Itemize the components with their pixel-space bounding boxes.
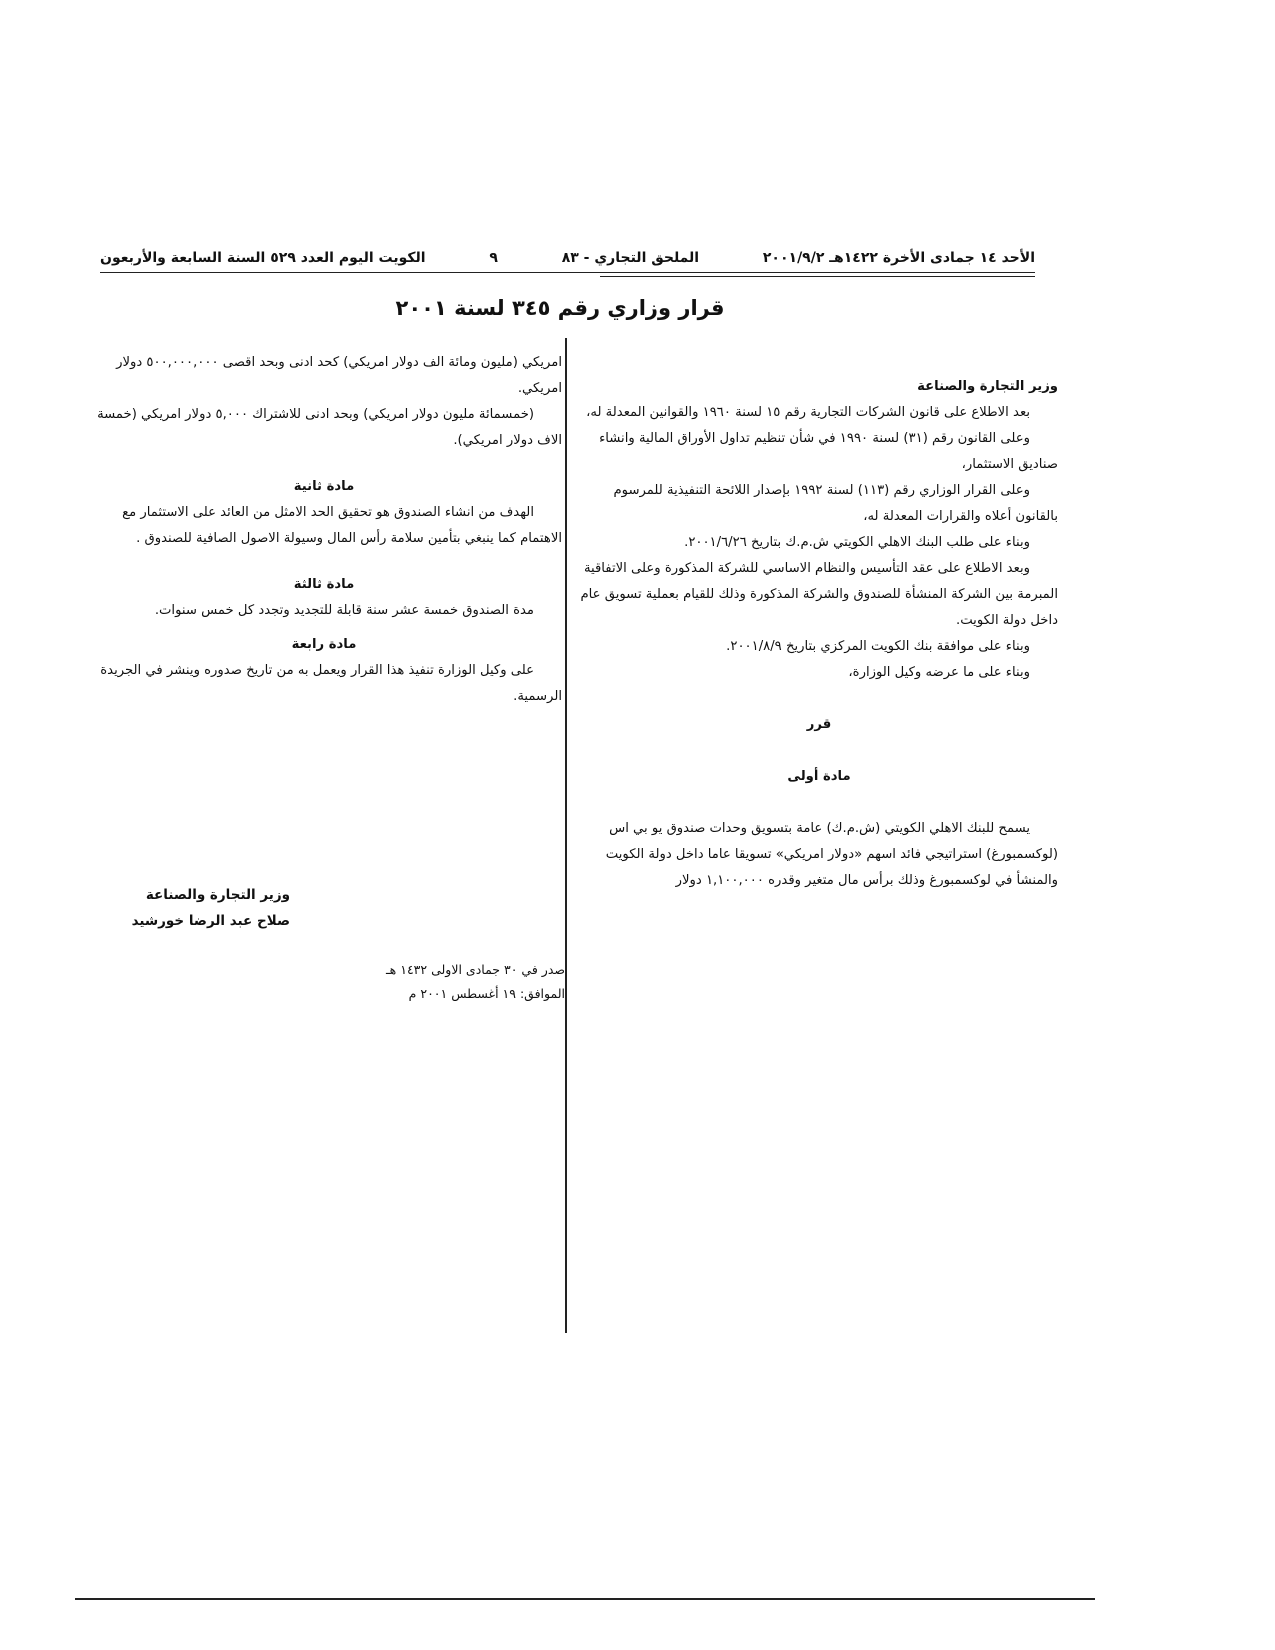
article-1-subscription: (خمسمائة مليون دولار امريكي) وبحد ادنى للاشتراك ٥,٠٠٠ دولار امريكي (خمسة الاف دولار امريكي). bbox=[97, 407, 562, 448]
article-4-text: على وكيل الوزارة تنفيذ هذا القرار ويعمل به من تاريخ صدوره وينشر في الجريدة الرسمية. bbox=[100, 663, 562, 704]
article-1-continuation: امريكي (مليون ومائة الف دولار امريكي) كحد ادنى وبحد اقصى ٥٠٠,٠٠٠,٠٠٠ دولار امريكي. bbox=[116, 355, 562, 396]
decree-title: قرار وزاري رقم ٣٤٥ لسنة ٢٠٠١ bbox=[395, 296, 725, 320]
article-2-heading: مادة ثانية bbox=[293, 479, 355, 494]
gazette-header bbox=[100, 250, 1035, 270]
header-rule-top bbox=[100, 272, 1035, 273]
decided-heading: قرر bbox=[806, 717, 832, 732]
right-column bbox=[580, 374, 1058, 894]
header-rule-bottom bbox=[600, 276, 1035, 277]
preamble-paragraph: وبناء على ما عرضه وكيل الوزارة، bbox=[848, 665, 1030, 680]
header-issue-info: الكويت اليوم العدد ٥٢٩ السنة السابعة والأربعون bbox=[100, 250, 426, 266]
footer-rule bbox=[75, 1598, 1095, 1600]
preamble-paragraph: وبناء على طلب البنك الاهلي الكويتي ش.م.ك بتاريخ ٢٠٠١/٦/٢٦. bbox=[684, 535, 1030, 550]
preamble-paragraph: وعلى القانون رقم (٣١) لسنة ١٩٩٠ في شأن تنظيم تداول الأوراق المالية وانشاء صناديق الاستثمار، bbox=[599, 431, 1058, 472]
signature-block bbox=[100, 882, 290, 934]
article-2-text: الهدف من انشاء الصندوق هو تحقيق الحد الامثل من العائد على الاستثمار مع الاهتمام كما ينبغي بتأمين سلامة رأس المال وسيولة الاصول الصافية للصندوق . bbox=[122, 505, 562, 546]
signature-title: وزير التجارة والصناعة bbox=[145, 887, 290, 903]
signature-name: صلاح عبد الرضا خورشيد bbox=[131, 913, 290, 929]
preamble-paragraph: وبعد الاطلاع على عقد التأسيس والنظام الاساسي للشركة المذكورة وعلى الاتفاقية المبرمة بين الشركة المنشأة للصندوق والشركة المذكورة وذلك للقيام بعملية تسويق عام داخل دولة الكويت. bbox=[580, 561, 1058, 628]
preamble-paragraph: وبناء على موافقة بنك الكويت المركزي بتاريخ ٢٠٠١/٨/٩. bbox=[726, 639, 1030, 654]
article-1-text: يسمح للبنك الاهلي الكويتي (ش.م.ك) عامة بتسويق وحدات صندوق يو بي اس (لوكسمبورغ) استراتيجي فائد اسهم «دولار امريكي» تسويقا عاما داخل دولة الكويت والمنشأ في لوكسمبورغ وذلك برأس مال متغير وقدره ١,١٠٠,٠٠٠ دولار bbox=[605, 821, 1058, 888]
article-3-text: مدة الصندوق خمسة عشر سنة قابلة للتجديد وتجدد كل خمس سنوات. bbox=[154, 603, 534, 618]
header-page-number: ٩ bbox=[489, 250, 498, 266]
issued-hijri: صدر في ٣٠ جمادى الاولى ١٤٣٢ هـ bbox=[386, 962, 565, 977]
article-1-heading: مادة أولى bbox=[787, 769, 851, 784]
issued-gregorian: الموافق: ١٩ أغسطس ٢٠٠١ م bbox=[408, 986, 565, 1001]
preamble-paragraph: بعد الاطلاع على قانون الشركات التجارية رقم ١٥ لسنة ١٩٦٠ والقوانين المعدلة له، bbox=[586, 405, 1030, 420]
left-column bbox=[86, 350, 562, 710]
preamble-paragraph: وعلى القرار الوزاري رقم (١١٣) لسنة ١٩٩٢ بإصدار اللائحة التنفيذية للمرسوم بالقانون أعلاه والقرارات المعدلة له، bbox=[613, 483, 1058, 524]
article-3-heading: مادة ثالثة bbox=[293, 577, 355, 592]
header-date: الأحد ١٤ جمادى الأخرة ١٤٢٢هـ ٢٠٠١/٩/٢ bbox=[762, 250, 1035, 266]
issued-block bbox=[320, 958, 565, 1006]
column-divider bbox=[565, 338, 567, 1333]
minister-heading: وزير التجارة والصناعة bbox=[917, 379, 1058, 394]
article-4-heading: مادة رابعة bbox=[291, 637, 357, 652]
header-supplement: الملحق التجاري - ٨٣ bbox=[561, 250, 700, 266]
